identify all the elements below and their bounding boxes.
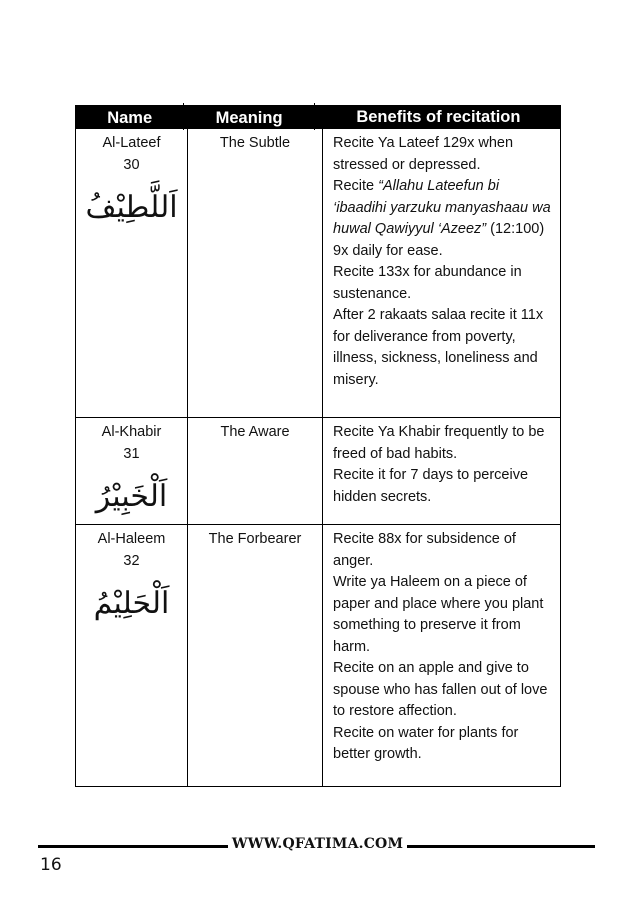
benefits-cell	[323, 525, 560, 786]
footer-divider-left	[38, 845, 228, 848]
name-number: 30	[123, 156, 140, 173]
name-cell	[76, 525, 188, 786]
name-label: Al-Khabir	[101, 424, 162, 440]
benefit-line	[333, 176, 552, 262]
benefit-line: Recite on water for plants for better growth.	[333, 724, 519, 762]
table-row	[76, 417, 560, 524]
meaning-cell: The Forbearer	[188, 525, 323, 786]
meaning-cell: The Subtle	[188, 129, 323, 417]
benefits-cell	[323, 418, 560, 524]
page-number: 16	[40, 855, 62, 875]
name-number: 31	[123, 445, 140, 462]
arabic-name: اَلْخَبِيْرُ	[95, 479, 168, 514]
header-name: Name	[76, 103, 184, 130]
benefit-line: Recite on an apple and give to spouse who has fallen out of love to restore affection.	[333, 660, 548, 719]
name-cell	[76, 129, 188, 417]
benefit-line: Recite 88x for subsidence of anger.	[333, 531, 516, 569]
footer-divider-right	[407, 845, 595, 848]
names-table	[75, 105, 561, 787]
meaning-cell: The Aware	[188, 418, 323, 524]
table-header	[76, 105, 560, 128]
name-label: Al-Haleem	[97, 531, 166, 547]
benefit-line: Write ya Haleem on a piece of paper and place where you plant something to preserve it from harm.	[333, 574, 544, 655]
arabic-name: اَلْحَلِيْمُ	[93, 586, 170, 621]
benefits-cell	[323, 129, 560, 417]
footer-website: WWW.QFATIMA.COM	[231, 836, 404, 852]
benefit-line: Recite Ya Khabir frequently to be freed of bad habits.	[333, 424, 545, 462]
header-meaning: Meaning	[184, 103, 314, 130]
benefit-quote: “Allahu Lateefun bi ‘ibaadihi yarzuku manyashaau wa huwal Qawiyyul ‘Azeez”	[333, 178, 551, 237]
table-row	[76, 524, 560, 786]
name-number: 32	[123, 552, 140, 569]
benefit-text: Recite	[333, 178, 379, 194]
benefit-line: Recite it for 7 days to perceive hidden secrets.	[333, 467, 529, 505]
name-label: Al-Lateef	[102, 135, 161, 151]
table-row	[76, 128, 560, 417]
header-benefits: Benefits of recitation	[356, 108, 521, 126]
benefit-line: Recite 133x for abundance in sustenance.	[333, 264, 522, 302]
benefit-line: After 2 rakaats salaa recite it 11x for deliverance from poverty, illness, sickness, loneliness and misery.	[333, 307, 544, 388]
benefit-text: (12:100) 9x daily for ease.	[333, 221, 545, 259]
name-cell	[76, 418, 188, 524]
arabic-name: اَللَّطِيْفُ	[85, 190, 178, 225]
benefit-line: Recite Ya Lateef 129x when stressed or depressed.	[333, 135, 514, 173]
